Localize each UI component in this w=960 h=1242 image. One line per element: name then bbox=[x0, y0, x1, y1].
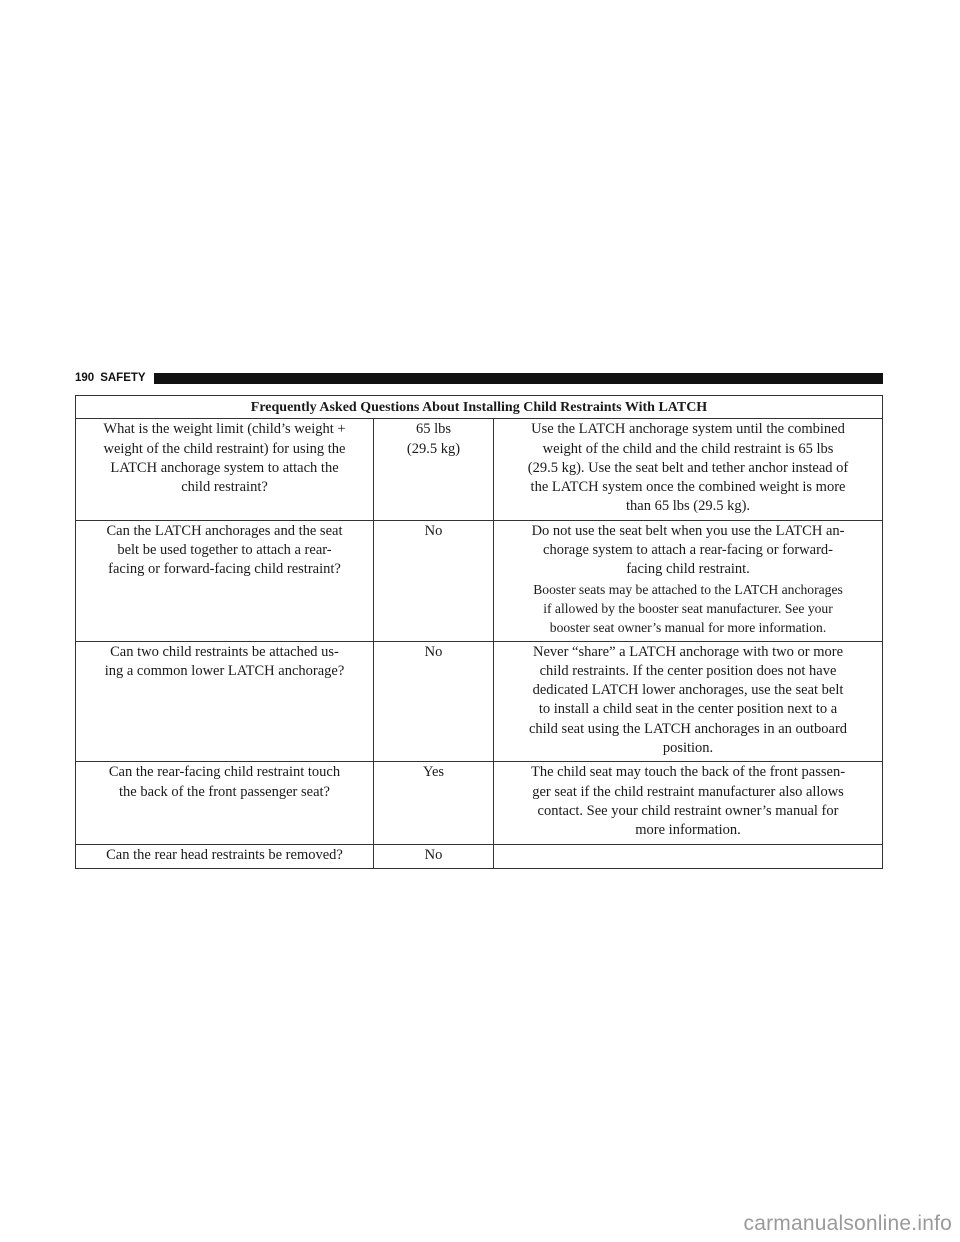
answer-cell bbox=[374, 419, 494, 520]
text-line: Do not use the seat belt when you use the LATCH an- bbox=[531, 522, 845, 539]
answer-cell bbox=[374, 844, 494, 868]
table-row bbox=[76, 844, 883, 868]
text-line: What is the weight limit (child’s weight + bbox=[103, 421, 346, 438]
table-row bbox=[76, 520, 883, 641]
question-cell bbox=[76, 641, 374, 762]
details-cell bbox=[494, 762, 883, 844]
text-line: ger seat if the child restraint manufacturer also allows bbox=[532, 783, 844, 800]
question-cell bbox=[76, 520, 374, 641]
text-line: Can the rear-facing child restraint touch bbox=[108, 764, 341, 781]
text-line: (29.5 kg). Use the seat belt and tether anchor instead of bbox=[527, 459, 849, 476]
text-line: The child seat may touch the back of the front passen- bbox=[530, 764, 846, 781]
note-line: booster seat owner’s manual for more information. bbox=[549, 620, 827, 636]
text-line: Can the LATCH anchorages and the seat bbox=[106, 522, 343, 539]
text-line: contact. See your child restraint owner’s manual for bbox=[537, 802, 839, 819]
text-line: belt be used together to attach a rear- bbox=[117, 542, 332, 559]
faq-table bbox=[75, 395, 883, 869]
text-line: (29.5 kg) bbox=[406, 440, 461, 457]
text-line: ing a common lower LATCH anchorage? bbox=[104, 662, 345, 679]
page-number: 190 bbox=[75, 372, 95, 384]
text-line: child restraints. If the center position does not have bbox=[539, 662, 837, 679]
text-line: weight of the child and the child restraint is 65 lbs bbox=[542, 440, 834, 457]
text-line: dedicated LATCH lower anchorages, use the seat belt bbox=[532, 682, 844, 699]
text-line: 65 lbs bbox=[415, 421, 452, 438]
details-cell bbox=[494, 419, 883, 520]
text-line: child restraint? bbox=[181, 479, 268, 496]
text-line: Can the rear head restraints be removed? bbox=[106, 846, 343, 863]
question-cell bbox=[76, 844, 374, 868]
question-cell bbox=[76, 762, 374, 844]
watermark: carmanualsonline.info bbox=[743, 1212, 952, 1235]
text-line: the back of the front passenger seat? bbox=[119, 783, 330, 800]
table-title-row bbox=[76, 396, 883, 419]
note-line: Booster seats may be attached to the LATCH anchorages bbox=[533, 581, 843, 597]
details-cell bbox=[494, 641, 883, 762]
text-line: Never “share” a LATCH anchorage with two or more bbox=[533, 643, 844, 660]
section-title: SAFETY bbox=[100, 372, 146, 384]
text-line: to install a child seat in the center position next to a bbox=[538, 701, 838, 718]
header-rule bbox=[154, 373, 883, 384]
text-line: LATCH anchorage system to attach the bbox=[110, 459, 339, 476]
text-line: No bbox=[424, 643, 443, 660]
text-line: position. bbox=[662, 740, 714, 757]
table-title: Frequently Asked Questions About Installing Child Restraints With LATCH bbox=[76, 396, 883, 419]
table-row bbox=[76, 762, 883, 844]
text-line: Use the LATCH anchorage system until the combined bbox=[531, 421, 845, 438]
text-line: child seat using the LATCH anchorages in an outboard bbox=[528, 720, 848, 737]
text-line: No bbox=[424, 522, 443, 539]
text-line: facing or forward-facing child restraint? bbox=[108, 561, 341, 578]
question-cell bbox=[76, 419, 374, 520]
text-line: than 65 lbs (29.5 kg). bbox=[625, 498, 751, 515]
page-header bbox=[75, 370, 883, 386]
text-line: chorage system to attach a rear-facing or forward- bbox=[543, 542, 833, 559]
details-cell bbox=[494, 844, 883, 868]
table-row bbox=[76, 641, 883, 762]
text-line: No bbox=[424, 846, 443, 863]
note-line: if allowed by the booster seat manufacturer. See your bbox=[543, 600, 833, 616]
answer-cell bbox=[374, 762, 494, 844]
text-line: Yes bbox=[422, 764, 445, 781]
answer-cell bbox=[374, 641, 494, 762]
table-row bbox=[76, 419, 883, 520]
text-line: facing child restraint. bbox=[626, 561, 750, 578]
answer-cell bbox=[374, 520, 494, 641]
text-line: more information. bbox=[635, 822, 741, 839]
table-body bbox=[76, 419, 883, 869]
text-line: Can two child restraints be attached us- bbox=[110, 643, 339, 660]
text-line: weight of the child restraint) for using the bbox=[103, 440, 346, 457]
text-line: the LATCH system once the combined weight is more bbox=[530, 479, 846, 496]
details-cell bbox=[494, 520, 883, 641]
